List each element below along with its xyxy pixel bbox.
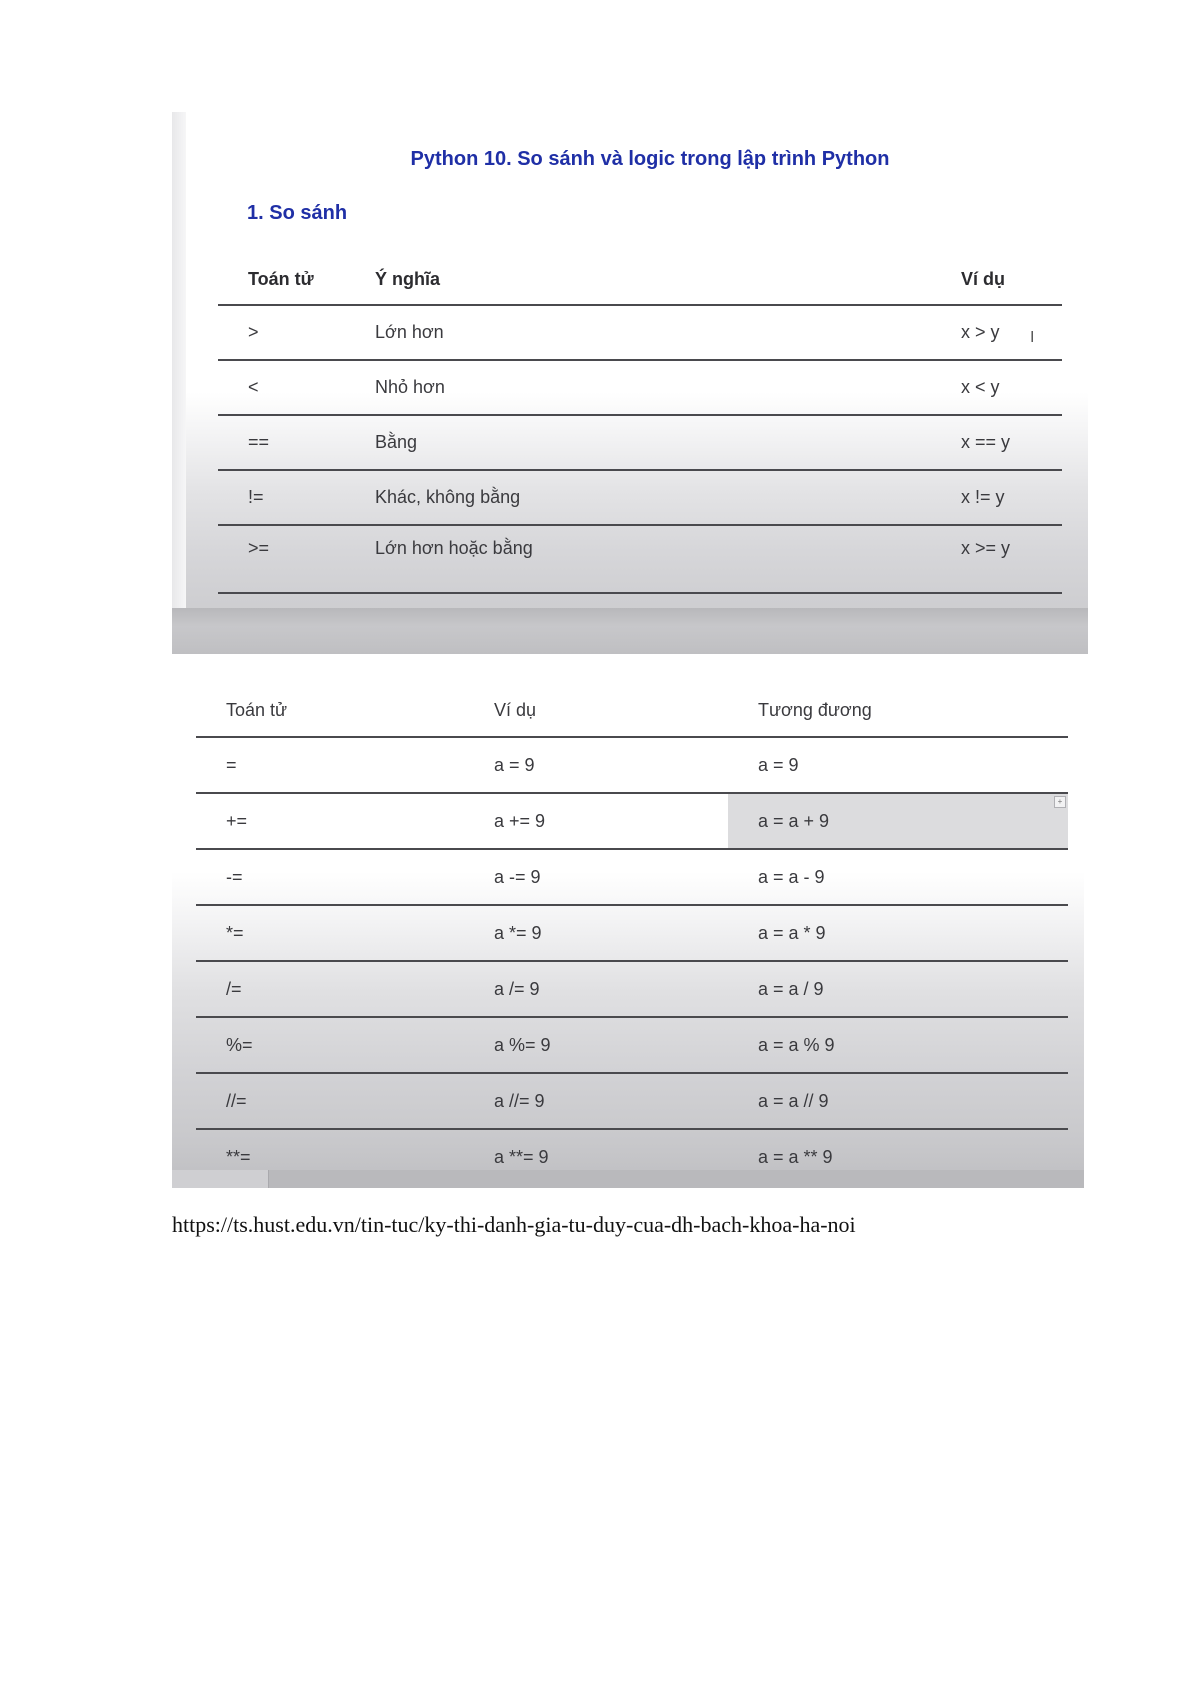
operator-cell: **=	[226, 1146, 251, 1167]
example-cell: a **= 9	[494, 1146, 549, 1167]
assignment-table	[196, 684, 1068, 1184]
operator-cell: =	[226, 754, 237, 775]
screenshot-bottom-bar	[172, 608, 1088, 654]
operator-cell: *=	[226, 922, 244, 943]
meaning-cell: Nhỏ hơn	[375, 377, 445, 397]
table-row	[218, 416, 1062, 471]
table-row	[196, 794, 1068, 850]
operator-cell: ==	[248, 432, 270, 452]
screenshot-bottom-bar	[172, 1170, 1084, 1188]
operator-cell: %=	[226, 1034, 253, 1055]
operator-cell: +=	[226, 810, 248, 831]
example-cell: a -= 9	[494, 866, 541, 887]
meaning-cell: Khác, không bằng	[375, 487, 521, 507]
example-cell: x > y	[961, 322, 1000, 342]
example-cell: x != y	[961, 487, 1005, 507]
header-operator: Toán tử	[226, 699, 288, 720]
table-row	[218, 471, 1062, 526]
table-row	[196, 1018, 1068, 1074]
assignment-operators-screenshot	[172, 672, 1084, 1188]
table-header-row	[218, 254, 1062, 306]
meaning-cell: Lớn hơn hoặc bằng	[375, 538, 533, 558]
table-row	[196, 850, 1068, 906]
equivalent-cell: a = a % 9	[758, 1034, 835, 1055]
equivalent-cell: a = a // 9	[758, 1090, 829, 1111]
source-url-text: https://ts.hust.edu.vn/tin-tuc/ky-thi-danh-gia-tu-duy-cua-dh-bach-khoa-ha-noi	[172, 1212, 856, 1237]
operator-cell: -=	[226, 866, 243, 887]
screenshot-bottom-tab	[172, 1170, 269, 1188]
example-cell: a %= 9	[494, 1034, 551, 1055]
table-row	[218, 306, 1062, 361]
cell-options-icon: +	[1054, 796, 1066, 808]
example-cell: x < y	[961, 377, 1000, 397]
table-row	[196, 962, 1068, 1018]
equivalent-cell: a = 9	[758, 754, 799, 775]
example-cell: a //= 9	[494, 1090, 545, 1111]
equivalent-cell: a = a * 9	[758, 922, 826, 943]
example-cell: a *= 9	[494, 922, 542, 943]
example-cell: a = 9	[494, 754, 535, 775]
operator-cell: <	[248, 377, 259, 397]
operator-cell: >=	[248, 538, 270, 558]
left-margin-rule	[172, 112, 186, 654]
operator-cell: >	[248, 322, 259, 342]
comparison-table	[218, 254, 1062, 647]
header-example: Ví dụ	[961, 268, 1005, 289]
operator-cell: !=	[248, 487, 264, 507]
example-cell: x >= y	[961, 538, 1011, 558]
table-row	[196, 906, 1068, 962]
text-cursor-icon: I	[1030, 329, 1035, 346]
equivalent-cell: a = a / 9	[758, 978, 824, 999]
equivalent-cell: a = a - 9	[758, 866, 825, 887]
example-cell: a /= 9	[494, 978, 540, 999]
example-cell: a += 9	[494, 810, 546, 831]
header-operator: Toán tử	[248, 268, 314, 289]
equivalent-cell: a = a + 9	[758, 810, 830, 831]
table-row	[196, 738, 1068, 794]
operator-cell: //=	[226, 1090, 247, 1111]
document-title: Python 10. So sánh và logic trong lập trình Python	[410, 148, 890, 170]
header-example: Ví dụ	[494, 699, 537, 720]
table-row	[218, 526, 1062, 594]
section-heading: 1. So sánh	[247, 202, 348, 224]
meaning-cell: Bằng	[375, 432, 418, 452]
example-cell: x == y	[961, 432, 1011, 452]
equivalent-cell: a = a ** 9	[758, 1146, 833, 1167]
header-meaning: Ý nghĩa	[375, 268, 441, 289]
meaning-cell: Lớn hơn	[375, 322, 444, 342]
table-row	[218, 361, 1062, 416]
table-header-row	[196, 684, 1068, 738]
header-equivalent: Tương đương	[758, 699, 872, 720]
table-row	[196, 1074, 1068, 1130]
comparison-operators-screenshot	[172, 112, 1088, 654]
operator-cell: /=	[226, 978, 242, 999]
